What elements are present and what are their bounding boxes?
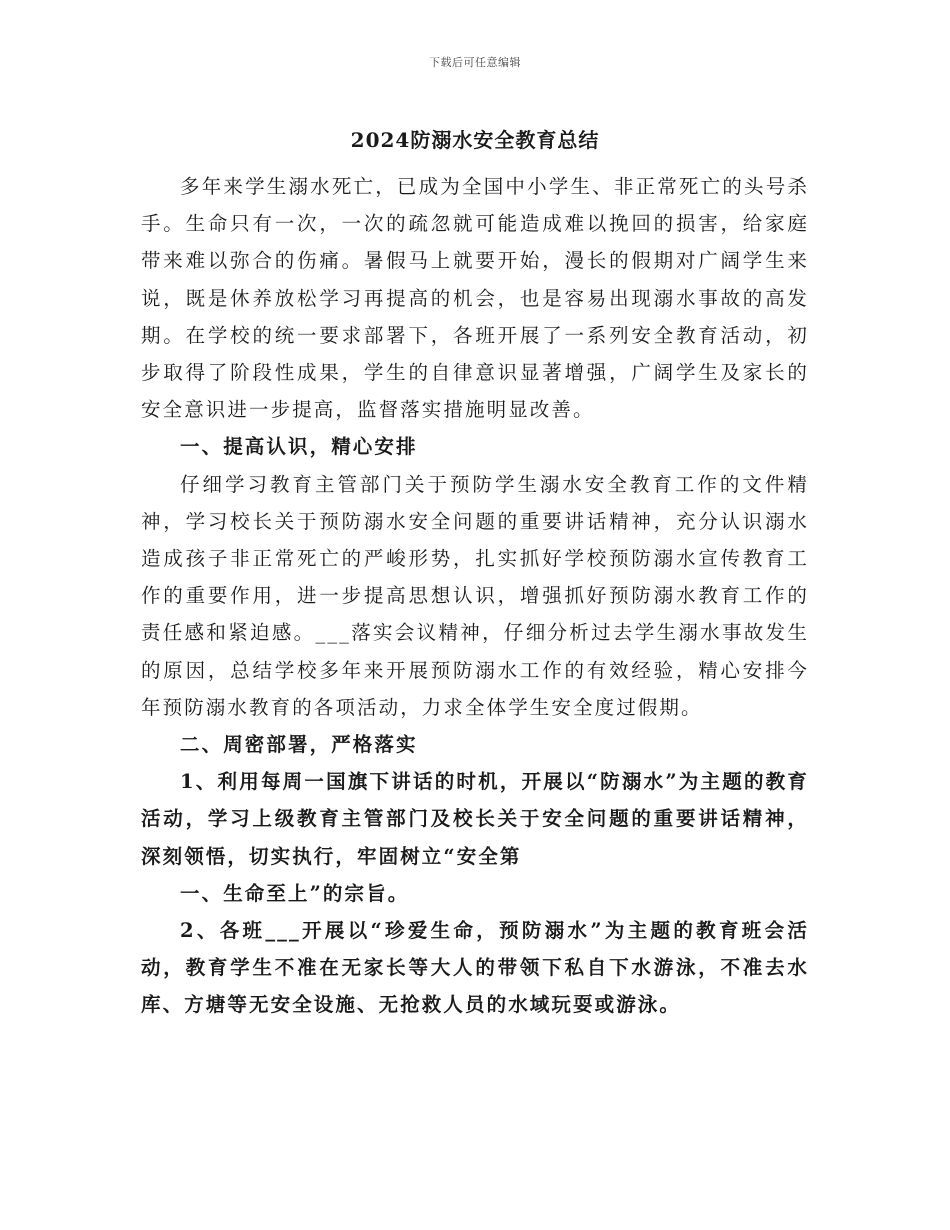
item-1-continuation: 一、生命至上”的宗旨。 (180, 881, 410, 905)
item-1-paragraph: 1、利用每周一国旗下讲话的时机，开展以“防溺水”为主题的教育活动，学习上级教育主管部门及校长关于安全问题的重要讲话精神，深刻领悟，切实执行，牢固树立“安全第 (141, 770, 809, 868)
section-1-paragraph: 仔细学习教育主管部门关于预防学生溺水安全教育工作的文件精神，学习校长关于预防溺水安全问题的重要讲话精神，充分认识溺水造成孩子非正常死亡的严峻形势，扎实抓好学校预防溺水宣传教育工作的重要作用，进一步提高思想认识，增强抓好预防溺水教育工作的责任感和紧迫感。___落实会议精神，仔细分析过去学生溺水事故发生的原因，总结学校多年来开展预防溺水工作的有效经验，精心安排今年预防溺水教育的各项活动，力求全体学生安全度过假期。 (141, 472, 809, 719)
section-heading-1: 一、提高认识，精心安排 (180, 435, 418, 459)
header-note: 下载后可任意编辑 (429, 56, 521, 69)
intro-paragraph: 多年来学生溺水死亡，已成为全国中小学生、非正常死亡的头号杀手。生命只有一次，一次的疏忽就可能造成难以挽回的损害，给家庭带来难以弥合的伤痛。暑假马上就要开始，漫长的假期对广阔学生来说，既是休养放松学习再提高的机会，也是容易出现溺水事故的高发期。在学校的统一要求部署下，各班开展了一系列安全教育活动，初步取得了阶段性成果，学生的自律意识显著增强，广阔学生及家长的安全意识进一步提高，监督落实措施明显改善。 (141, 175, 809, 422)
item-2-paragraph: 2、各班___开展以“珍爱生命，预防溺水”为主题的教育班会活动，教育学生不准在无家长等大人的带领下私自下水游泳，不准去水库、方塘等无安全设施、无抢救人员的水域玩耍或游泳。 (141, 919, 809, 1017)
section-heading-2: 二、周密部署，严格落实 (180, 733, 418, 757)
document-title: 2024防溺水安全教育总结 (350, 128, 600, 152)
document-body (141, 168, 809, 1024)
